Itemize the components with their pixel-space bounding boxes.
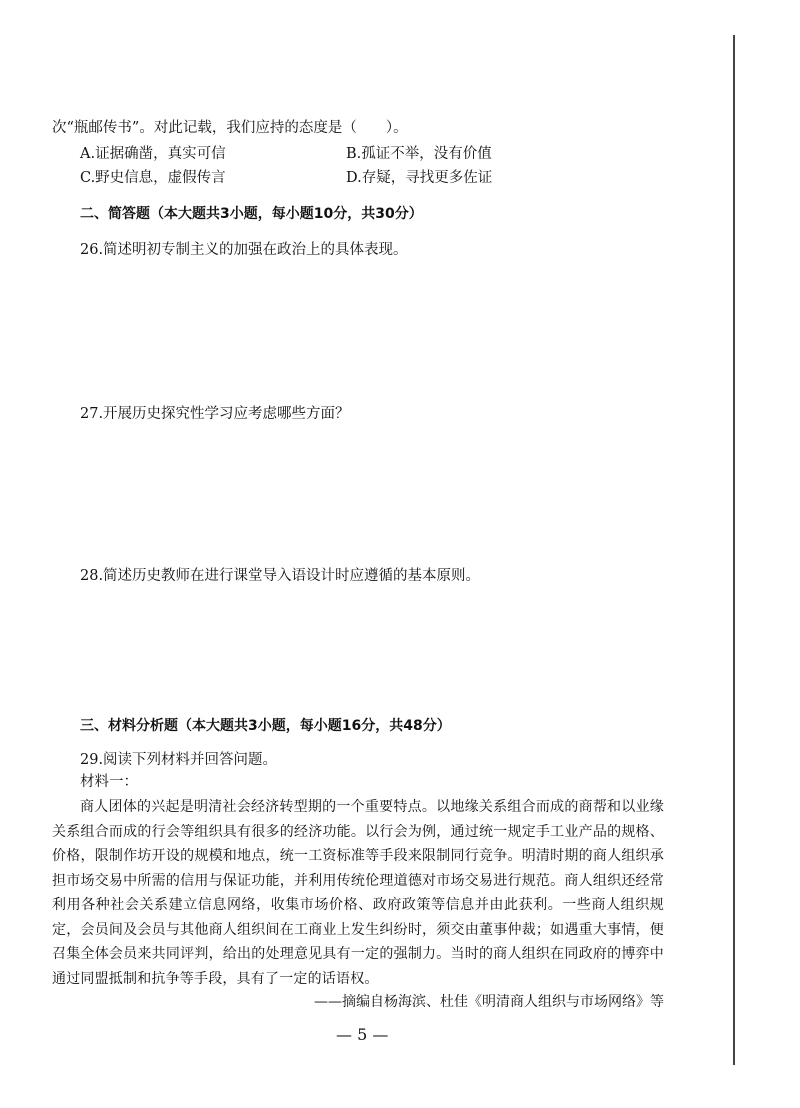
question-27: 27.开展历史探究性学习应考虑哪些方面？ bbox=[80, 406, 350, 422]
q25-option-d: D.存疑，寻找更多佐证 bbox=[346, 170, 493, 186]
material-label: 材料一： bbox=[80, 774, 138, 790]
page-number: — 5 — bbox=[336, 1025, 389, 1044]
section3-heading: 三、材料分析题（本大题共3小题，每小题16分，共48分） bbox=[80, 718, 451, 734]
material-source: ——摘编自杨海滨、杜佳《明清商人组织与市场网络》等 bbox=[314, 994, 664, 1010]
material-one-text: 商人团体的兴起是明清社会经济转型期的一个重要特点。以地缘关系组合而成的商帮和以业缘关系组合而成的行会等组织具有很多的经济功能。以行会为例，通过统一规定手工业产品的规格、价格，限制作坊开设的规模和地点，统一工资标准等手段来限制同行竞争。明清时期的商人组织承担市场交易中所需的信用与保证功能，并利用传统伦理道德对市场交易进行规范。商人组织还经常利用各种社会关系建立信息网络，收集市场价格、政府政策等信息并由此获利。一些商人组织规定，会员间及会员与其他商人组织间在工商业上发生纠纷时，须交由董事仲裁；如遇重大事情，便召集全体会员来共同评判，给出的处理意见具有一定的强制力。当时的商人组织在同政府的博弈中通过同盟抵制和抗争等手段，具有了一定的话语权。 bbox=[52, 799, 664, 987]
question-28: 28.简述历史教师在进行课堂导入语设计时应遵循的基本原则。 bbox=[80, 568, 481, 584]
q25-stem-tail: 次“瓶邮传书”。对此记载，我们应持的态度是（ ）。 bbox=[52, 120, 408, 136]
q25-option-c: C.野史信息，虚假传言 bbox=[80, 170, 226, 186]
page-edge-line bbox=[733, 35, 735, 1065]
question-29: 29.阅读下列材料并回答问题。 bbox=[80, 752, 278, 768]
question-26: 26.简述明初专制主义的加强在政治上的具体表现。 bbox=[80, 242, 408, 258]
q25-option-b: B.孤证不举，没有价值 bbox=[346, 146, 492, 162]
section2-heading: 二、简答题（本大题共3小题，每小题10分，共30分） bbox=[80, 206, 423, 222]
q25-option-a: A.证据确凿，真实可信 bbox=[80, 146, 226, 162]
